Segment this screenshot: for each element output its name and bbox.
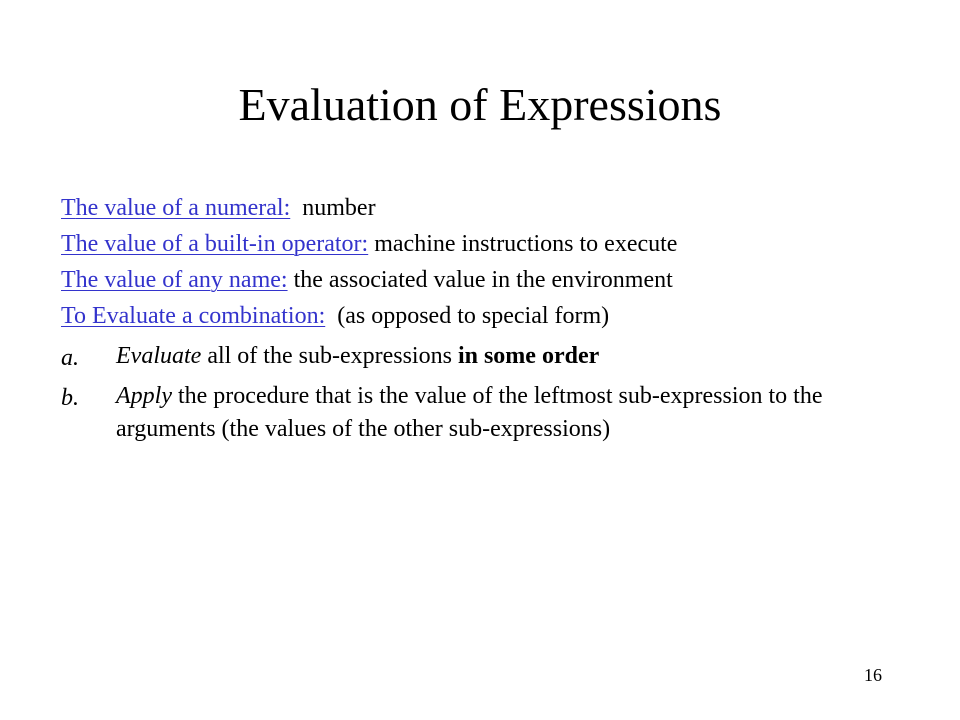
slide-title: Evaluation of Expressions [238, 79, 722, 130]
page-number: 16 [864, 665, 882, 685]
step-b-lead: Apply [116, 383, 172, 409]
rule-numeral-label[interactable]: The value of a numeral: [61, 195, 291, 221]
step-a-text [116, 340, 901, 373]
step-a [61, 340, 901, 376]
rule-operator-text: machine instructions to execute [374, 231, 678, 257]
rule-operator-label[interactable]: The value of a built-in operator: [61, 231, 369, 257]
rule-operator [61, 226, 901, 262]
step-b-rest: the procedure that is the value of the leftmost sub-expression to the arguments (the values of the other sub-expressions) [116, 383, 823, 442]
step-a-lead: Evaluate [116, 343, 202, 369]
step-a-marker: a. [61, 345, 79, 371]
rule-combination-text: (as opposed to special form) [337, 303, 610, 329]
rule-name-label[interactable]: The value of any name: [61, 267, 288, 293]
rule-numeral [61, 190, 901, 226]
step-a-bold: in some order [457, 343, 600, 369]
slide-content [61, 190, 901, 450]
rule-name-text: the associated value in the environment [293, 267, 673, 293]
evaluation-steps [61, 340, 901, 446]
step-b-text [116, 380, 901, 446]
step-a-middle: all of the sub-expressions [207, 343, 452, 369]
rule-combination-label[interactable]: To Evaluate a combination: [61, 303, 326, 329]
rule-combination [61, 298, 901, 334]
rule-name [61, 262, 901, 298]
rule-numeral-text: number [302, 195, 376, 221]
step-b-marker: b. [61, 385, 79, 411]
step-b [61, 380, 901, 446]
